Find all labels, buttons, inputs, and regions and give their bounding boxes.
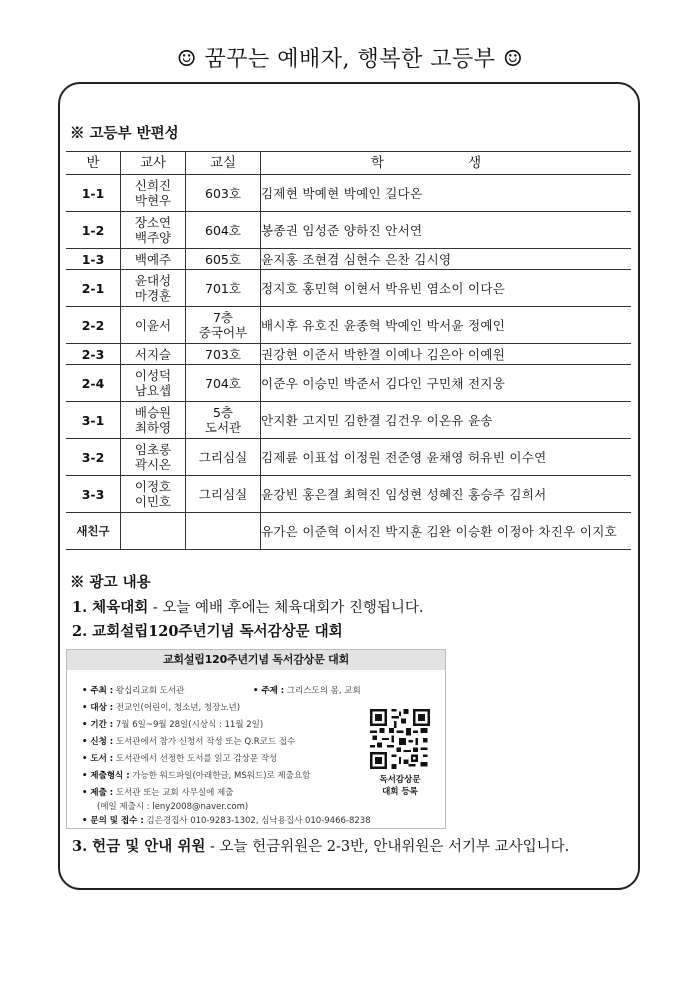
room-cell: 7층 중국어부	[186, 307, 261, 344]
teacher-cell: 윤대성 마경훈	[121, 270, 186, 307]
class-roster-table	[66, 151, 631, 550]
students-cell: 윤지홍 조현겸 심현수 은찬 김시영	[261, 249, 632, 270]
table-row	[66, 476, 631, 513]
teacher-cell: 이윤서	[121, 307, 186, 344]
poster-contact: • 문의 및 접수 : 김은경집사 010-9283-1302, 심낙용집사 010-9466-8238	[82, 816, 371, 826]
poster-host: • 주최 : 왕십리교회 도서관	[82, 686, 185, 696]
teacher-cell: 장소연 백주양	[121, 212, 186, 249]
teacher-cell: 백예주	[121, 249, 186, 270]
notice-item-2-title: 2. 교회설립120주년기념 독서감상문 대회	[72, 623, 343, 640]
room-cell	[186, 513, 261, 550]
teacher-cell: 신희진 박현우	[121, 175, 186, 212]
room-cell: 604호	[186, 212, 261, 249]
ban-cell: 1-1	[66, 175, 121, 212]
notice-item-2	[72, 620, 343, 641]
table-row	[66, 365, 631, 402]
table-row	[66, 344, 631, 365]
ban-cell: 1-2	[66, 212, 121, 249]
students-cell: 유가은 이준혁 이서진 박지훈 김완 이승환 이정아 차진우 이지호	[261, 513, 632, 550]
table-row	[66, 249, 631, 270]
column-header-ban: 반	[66, 152, 121, 175]
notice-item-3	[72, 835, 569, 856]
poster-target: • 대상 : 전교인(어린이, 청소년, 청장노년)	[82, 703, 241, 713]
table-row	[66, 513, 631, 550]
room-cell: 그리심실	[186, 439, 261, 476]
ban-cell: 새친구	[66, 513, 121, 550]
room-cell: 5층 도서관	[186, 402, 261, 439]
students-cell: 권강현 이준서 박한결 이예나 김은아 이예원	[261, 344, 632, 365]
students-cell: 이준우 이승민 박준서 김다인 구민채 전지웅	[261, 365, 632, 402]
students-cell: 윤강빈 홍은결 최혁진 임성현 성혜진 홍승주 김희서	[261, 476, 632, 513]
room-cell: 605호	[186, 249, 261, 270]
teacher-cell: 이성덕 남요셉	[121, 365, 186, 402]
table-header-row	[66, 152, 631, 175]
room-cell: 그리심실	[186, 476, 261, 513]
poster-email: (메일 제출시 : leny2008@naver.com)	[97, 802, 249, 812]
ban-cell: 1-3	[66, 249, 121, 270]
poster-format: • 제출형식 : 가능한 워드파일(아래한글, MS워드)로 제출요함	[82, 771, 311, 781]
students-cell: 정지호 홍민혁 이현서 박유빈 염소이 이다은	[261, 270, 632, 307]
poster-period: • 기간 : 7월 6일~9월 28일(시상식 : 11월 2일)	[82, 720, 264, 730]
ban-cell: 2-1	[66, 270, 121, 307]
notice-item-3-text: - 오늘 헌금위원은 2-3반, 안내위원은 서기부 교사입니다.	[205, 839, 570, 855]
ban-cell: 3-2	[66, 439, 121, 476]
contest-poster	[66, 649, 446, 829]
table-row	[66, 175, 631, 212]
ban-cell: 2-2	[66, 307, 121, 344]
table-row	[66, 212, 631, 249]
column-header-teacher: 교사	[121, 152, 186, 175]
teacher-cell: 임초롱 곽시온	[121, 439, 186, 476]
poster-header: 교회설립120주년기념 독서감상문 대회	[67, 650, 445, 670]
table-row	[66, 402, 631, 439]
column-header-students: 학 생	[261, 152, 632, 175]
students-cell: 김제현 박예현 박예인 길다온	[261, 175, 632, 212]
room-cell: 603호	[186, 175, 261, 212]
notice-item-1	[72, 596, 424, 617]
ban-cell: 2-3	[66, 344, 121, 365]
room-cell: 703호	[186, 344, 261, 365]
notice-item-3-title: 3. 헌금 및 안내 위원	[72, 838, 206, 855]
table-row	[66, 307, 631, 344]
teacher-cell: 이정호 이민호	[121, 476, 186, 513]
qr-code-icon[interactable]	[370, 709, 430, 769]
ban-cell: 2-4	[66, 365, 121, 402]
teacher-cell: 배승원 최하영	[121, 402, 186, 439]
poster-theme: • 주제 : 그리스도의 몸, 교회	[253, 686, 361, 696]
poster-books: • 도서 : 도서관에서 선정한 도서를 읽고 감상문 작성	[82, 754, 278, 764]
room-cell: 704호	[186, 365, 261, 402]
roster-heading: ※ 고등부 반편성	[70, 125, 179, 142]
notice-item-1-text: - 오늘 예배 후에는 체육대회가 진행됩니다.	[148, 600, 424, 616]
column-header-room: 교실	[186, 152, 261, 175]
teacher-cell: 서지슬	[121, 344, 186, 365]
students-cell: 안지환 고지민 김한결 김건우 이온유 윤송	[261, 402, 632, 439]
table-row	[66, 270, 631, 307]
poster-apply: • 신청 : 도서관에서 참가 신청서 작성 또는 Q.R코드 접수	[82, 737, 296, 747]
notices-heading: ※ 광고 내용	[70, 574, 151, 591]
students-cell: 봉종권 임성준 양하진 안서연	[261, 212, 632, 249]
notice-item-1-title: 1. 체육대회	[72, 599, 149, 616]
room-cell: 701호	[186, 270, 261, 307]
students-cell: 배시후 유호진 윤종혁 박예인 박서윤 정예인	[261, 307, 632, 344]
ban-cell: 3-3	[66, 476, 121, 513]
teacher-cell	[121, 513, 186, 550]
ban-cell: 3-1	[66, 402, 121, 439]
table-row	[66, 439, 631, 476]
poster-submit: • 제출 : 도서관 또는 교회 사무실에 제출	[82, 788, 234, 798]
page-title: ☺ 꿈꾸는 예배자, 행복한 고등부 ☺	[176, 47, 524, 72]
qr-label: 독서감상문 대회 등록	[379, 775, 421, 797]
students-cell: 김제륜 이표섭 이정원 전준영 윤채영 허유빈 이수연	[261, 439, 632, 476]
